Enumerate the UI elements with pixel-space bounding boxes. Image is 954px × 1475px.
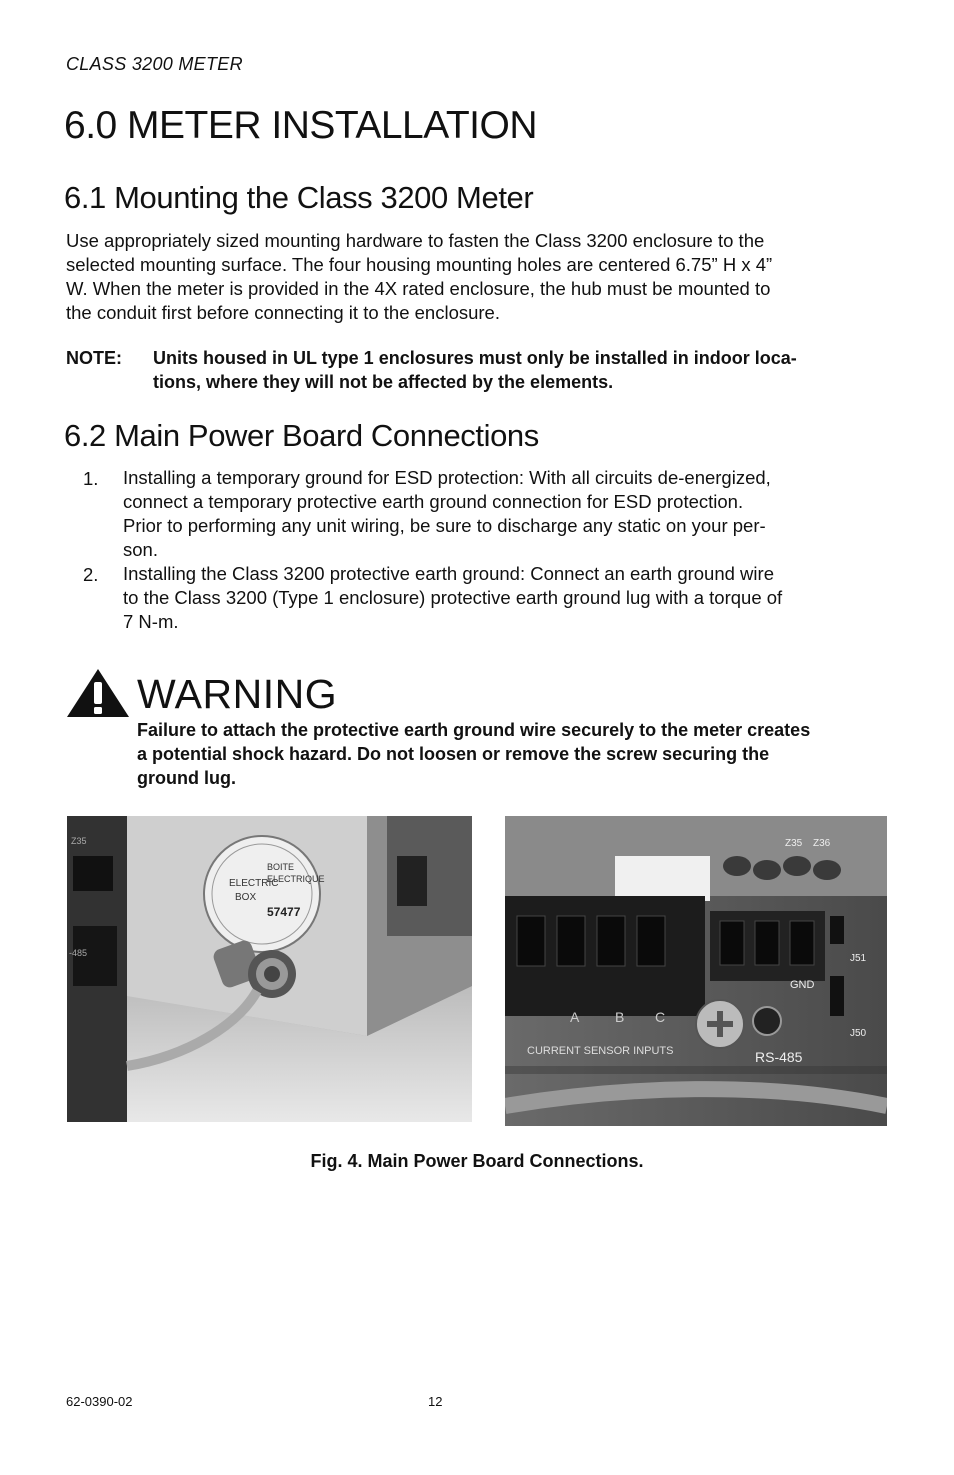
list-item-line: connect a temporary protective earth ground connection for ESD protection. (123, 491, 744, 512)
warning-triangle-icon (66, 668, 130, 718)
warning-title: WARNING (137, 671, 338, 717)
board-label: B (615, 1009, 625, 1025)
mounting-paragraph (66, 229, 891, 325)
warning-line: a potential shock hazard. Do not loosen or remove the screw securing the (137, 744, 770, 764)
list-item-line: son. (123, 539, 158, 560)
list-item-line: to the Class 3200 (Type 1 enclosure) protective earth ground lug with a torque of (123, 587, 783, 608)
note-line: Units housed in UL type 1 enclosures must only be installed in indoor loca- (153, 348, 797, 368)
board-label: CURRENT SENSOR INPUTS (527, 1045, 674, 1057)
board-label: C (655, 1009, 666, 1025)
board-label: Z35 (71, 836, 87, 846)
paragraph-line: the conduit first before connecting it to the enclosure. (66, 302, 500, 323)
footer-doc-number: 62-0390-02 (66, 1394, 133, 1409)
board-label: Z35 (785, 838, 803, 849)
running-head: CLASS 3200 METER (66, 54, 243, 74)
sticker-label: ELECTRIQUE (267, 874, 325, 884)
board-label: -485 (69, 948, 88, 958)
section-title: 6.0 METER INSTALLATION (64, 104, 537, 147)
list-item-line: Installing a temporary ground for ESD protection: With all circuits de-energized, (123, 467, 771, 488)
subsection-title-mounting: 6.1 Mounting the Class 3200 Meter (64, 180, 534, 215)
board-label: RS-485 (755, 1049, 803, 1065)
list-item (66, 466, 896, 562)
board-label: A (570, 1009, 580, 1025)
figure-caption: Fig. 4. Main Power Board Connections. (310, 1151, 644, 1171)
warning-line: Failure to attach the protective earth ground wire securely to the meter creates (137, 720, 811, 740)
photo-enclosure-ground-lug (67, 816, 472, 1122)
footer-page-number: 12 (428, 1394, 443, 1409)
paragraph-line: W. When the meter is provided in the 4X rated enclosure, the hub must be mounted to (66, 278, 771, 299)
sticker-label: BOX (235, 892, 257, 903)
paragraph-line: Use appropriately sized mounting hardware to fasten the Class 3200 enclosure to the (66, 230, 765, 251)
board-label: Z36 (813, 838, 831, 849)
sticker-label: 57477 (267, 905, 301, 919)
warning-text (137, 718, 897, 790)
list-item-number: 1. (83, 468, 99, 489)
list-item (66, 562, 896, 634)
list-item-line: Installing the Class 3200 protective earth ground: Connect an earth ground wire (123, 563, 774, 584)
paragraph-line: selected mounting surface. The four housing mounting holes are centered 6.75” H x 4” (66, 254, 773, 275)
list-item-line: 7 N-m. (123, 611, 179, 632)
board-label: J50 (850, 1028, 867, 1039)
steps-list (66, 466, 896, 634)
warning-line: ground lug. (137, 768, 236, 788)
sticker-label: ELECTRIC (229, 878, 279, 889)
note-line: tions, where they will not be affected by the elements. (153, 372, 614, 392)
note-label: NOTE: (66, 348, 122, 368)
list-item-number: 2. (83, 564, 99, 585)
board-label: J51 (850, 953, 867, 964)
sticker-label: BOITE (267, 862, 295, 872)
board-label: GND (790, 979, 815, 991)
list-item-line: Prior to performing any unit wiring, be sure to discharge any static on your per- (123, 515, 766, 536)
note-text (153, 346, 888, 394)
subsection-title-connections: 6.2 Main Power Board Connections (64, 418, 539, 453)
photo-main-power-board (505, 816, 887, 1126)
